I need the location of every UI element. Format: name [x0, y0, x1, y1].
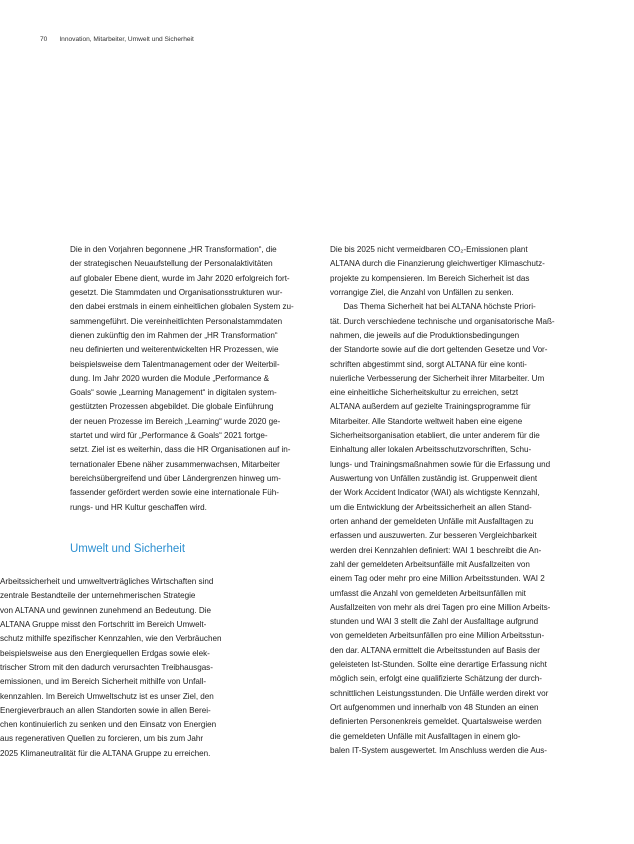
text-line: definierten Personenkreis gemeldet. Quartalsweise werden: [330, 717, 542, 727]
text-line: Einhaltung aller lokalen Arbeitsschutzvorschriften, Schu-: [330, 445, 532, 455]
text-line: werden drei Kennzahlen definiert: WAI 1 beschreibt die An-: [330, 545, 542, 555]
text-line: kennzahlen. Im Bereich Umweltschutz ist es unser Ziel, den: [0, 691, 214, 701]
text-line: Arbeitssicherheit und umweltverträgliches Wirtschaften sind: [0, 577, 214, 586]
text-line: neu definierten und weiterentwickelten HR Prozessen, wie: [70, 345, 279, 355]
text-line: die gemeldeten Unfälle mit Ausfalltagen in einem glo-: [330, 731, 521, 741]
text-line: auf globaler Ebene dient, wurde im Jahr 2020 erfolgreich fort-: [70, 273, 290, 283]
left-column-top: [70, 243, 315, 515]
text-line: schriften abgestimmt sind, sorgt ALTANA für eine konti-: [330, 359, 527, 369]
text-line: aus regenerativen Quellen zu forcieren, um bis zum Jahr: [0, 734, 204, 744]
text-line: fassender gefördert werden sowie eine internationale Füh-: [70, 488, 279, 498]
text-line: tät. Durch verschiedene technische und organisatorische Maß-: [330, 316, 555, 326]
text-line: den dabei erstmals in einem einheitlichen globalen System zu-: [70, 302, 294, 312]
text-line: geleisteten Ist-Stunden. Sollte eine derartige Erfassung nicht: [330, 660, 547, 670]
text-line: einem Tag oder mehr pro eine Million Arbeitsstunden. WAI 2: [330, 574, 545, 584]
text-line: der neuen Prozesse im Bereich „Learning“ wurde 2020 ge-: [70, 416, 281, 426]
text-line: Mitarbeiter. Alle Standorte weltweit haben eine eigene: [330, 416, 523, 426]
text-line: umfasst die Anzahl von gemeldeten Arbeitsunfällen mit: [330, 588, 526, 598]
text-line: 2025 Klimaneutralität für die ALTANA Gruppe zu erreichen.: [0, 748, 211, 758]
page-number: 70: [40, 36, 48, 43]
text-line: emissionen, und im Bereich Sicherheit mithilfe von Unfall-: [0, 677, 207, 687]
text-line: der strategischen Neuaufstellung der Personalaktivitäten: [70, 259, 273, 269]
text-line: der Work Accident Indicator (WAI) als wichtigste Kennzahl,: [330, 488, 540, 498]
text-line: schnittlichen Leistungsstunden. Die Unfälle werden direkt vor: [330, 688, 549, 698]
text-line: beispielsweise dem Talentmanagement oder der Weiterbil-: [70, 359, 280, 369]
text-line: chen kontinuierlich zu senken und den Einsatz von Energien: [0, 720, 217, 730]
text-line: Das Thema Sicherheit hat bei ALTANA höchste Priori-: [330, 302, 536, 312]
text-line: gestützten Prozessen abgebildet. Die globale Einführung: [70, 402, 274, 412]
text-line: nuierliche Verbesserung der Sicherheit ihrer Mitarbeiter. Um: [330, 373, 545, 383]
text-line: dienen zukünftig den im Rahmen der „HR Transformation“: [70, 330, 278, 340]
right-column: [330, 243, 580, 758]
text-line: erfassen und auszuwerten. Zur besseren Vergleichbarkeit: [330, 531, 537, 541]
running-title: Innovation, Mitarbeiter, Umwelt und Sicherheit: [59, 36, 194, 43]
text-line: startet und wird für „Performance & Goals“ 2021 fortge-: [70, 431, 268, 441]
text-line: um die Entwicklung der Arbeitssicherheit an allen Stand-: [330, 502, 532, 512]
text-line: Die bis 2025 nicht vermeidbaren CO₂-Emissionen plant: [330, 245, 528, 254]
text-line: möglich sein, erfolgt eine qualifizierte Schätzung der durch-: [330, 674, 542, 684]
text-line: bereichsübergreifend und über Ländergrenzen hinweg um-: [70, 474, 281, 483]
text-line: projekte zu kompensieren. Im Bereich Sicherheit ist das: [330, 273, 530, 283]
text-line: orten anhand der gemeldeten Unfälle mit Ausfalltagen zu: [330, 516, 534, 526]
text-line: Ausfallzeiten von mehr als drei Tagen pro eine Million Arbeits-: [330, 602, 551, 612]
text-line: nahmen, die jeweils auf die Produktionsbedingungen: [330, 330, 520, 340]
text-line: gesetzt. Die Stammdaten und Organisationsstrukturen wur-: [70, 287, 283, 297]
text-line: ternationaler Ebene näher zusammenwachsen, Mitarbeiter: [70, 459, 280, 469]
text-line: Goals“ sowie „Learning Management“ in digitalen system-: [70, 388, 277, 398]
text-line: eine einheitliche Sicherheitskultur zu erreichen, setzt: [330, 388, 519, 398]
text-line: dung. Im Jahr 2020 wurden die Module „Performance &: [70, 373, 270, 383]
text-line: beispielsweise aus den Energiequellen Erdgas sowie elek-: [0, 648, 210, 658]
text-line: schutz mithilfe spezifischer Kennzahlen, wie den Verbräuchen: [0, 634, 222, 644]
text-line: balen IT-System ausgewertet. Im Anschluss werden die Aus-: [330, 745, 547, 755]
text-line: Sicherheitsorganisation etabliert, die unter anderem für die: [330, 431, 540, 441]
text-line: trischer Strom mit den dadurch verursachten Treibhausgas-: [0, 662, 213, 672]
text-line: ALTANA durch die Finanzierung gleichwertiger Klimaschutz-: [330, 259, 545, 269]
text-line: Die in den Vorjahren begonnene „HR Transformation“, die: [70, 245, 277, 254]
text-line: ALTANA Gruppe misst den Fortschritt im Bereich Umwelt-: [0, 619, 207, 629]
left-column-bottom: [0, 575, 245, 761]
text-line: von ALTANA und gewinnen zunehmend an Bedeutung. Die: [0, 605, 211, 615]
text-line: lungs- und Trainingsmaßnahmen sowie für die Erfassung und: [330, 459, 551, 469]
text-line: von gemeldeten Arbeitsunfällen pro eine Million Arbeitsstun-: [330, 631, 545, 641]
text-line: stunden und WAI 3 stellt die Zahl der Ausfalltage aufgrund: [330, 617, 539, 627]
text-line: Ort aufgenommen und innerhalb von 48 Stunden an einen: [330, 703, 539, 712]
text-line: sammengeführt. Die vereinheitlichten Personalstammdaten: [70, 316, 283, 326]
text-line: der Standorte sowie auf die dort geltenden Gesetze und Vor-: [330, 345, 548, 355]
text-line: Auswertung von Unfällen zuständig ist. Gruppenweit dient: [330, 474, 538, 483]
text-line: ALTANA außerdem auf gezielte Trainingsprogramme für: [330, 402, 531, 412]
page-header: [40, 36, 194, 43]
section-heading: Umwelt und Sicherheit: [70, 543, 186, 555]
text-line: rungs- und HR Kultur geschaffen wird.: [70, 502, 207, 512]
text-line: zentrale Bestandteile der unternehmerischen Strategie: [0, 591, 196, 601]
text-line: vorrangige Ziel, die Anzahl von Unfällen zu senken.: [330, 287, 514, 297]
text-line: den dar. ALTANA ermittelt die Arbeitsstunden auf Basis der: [330, 645, 540, 655]
text-line: Energieverbrauch an allen Standorten sowie in allen Berei-: [0, 705, 211, 715]
text-line: setzt. Ziel ist es weiterhin, dass die HR Organisationen auf in-: [70, 445, 291, 455]
text-line: zahl der gemeldeten Arbeitsunfälle mit Ausfallzeiten von: [330, 559, 530, 569]
